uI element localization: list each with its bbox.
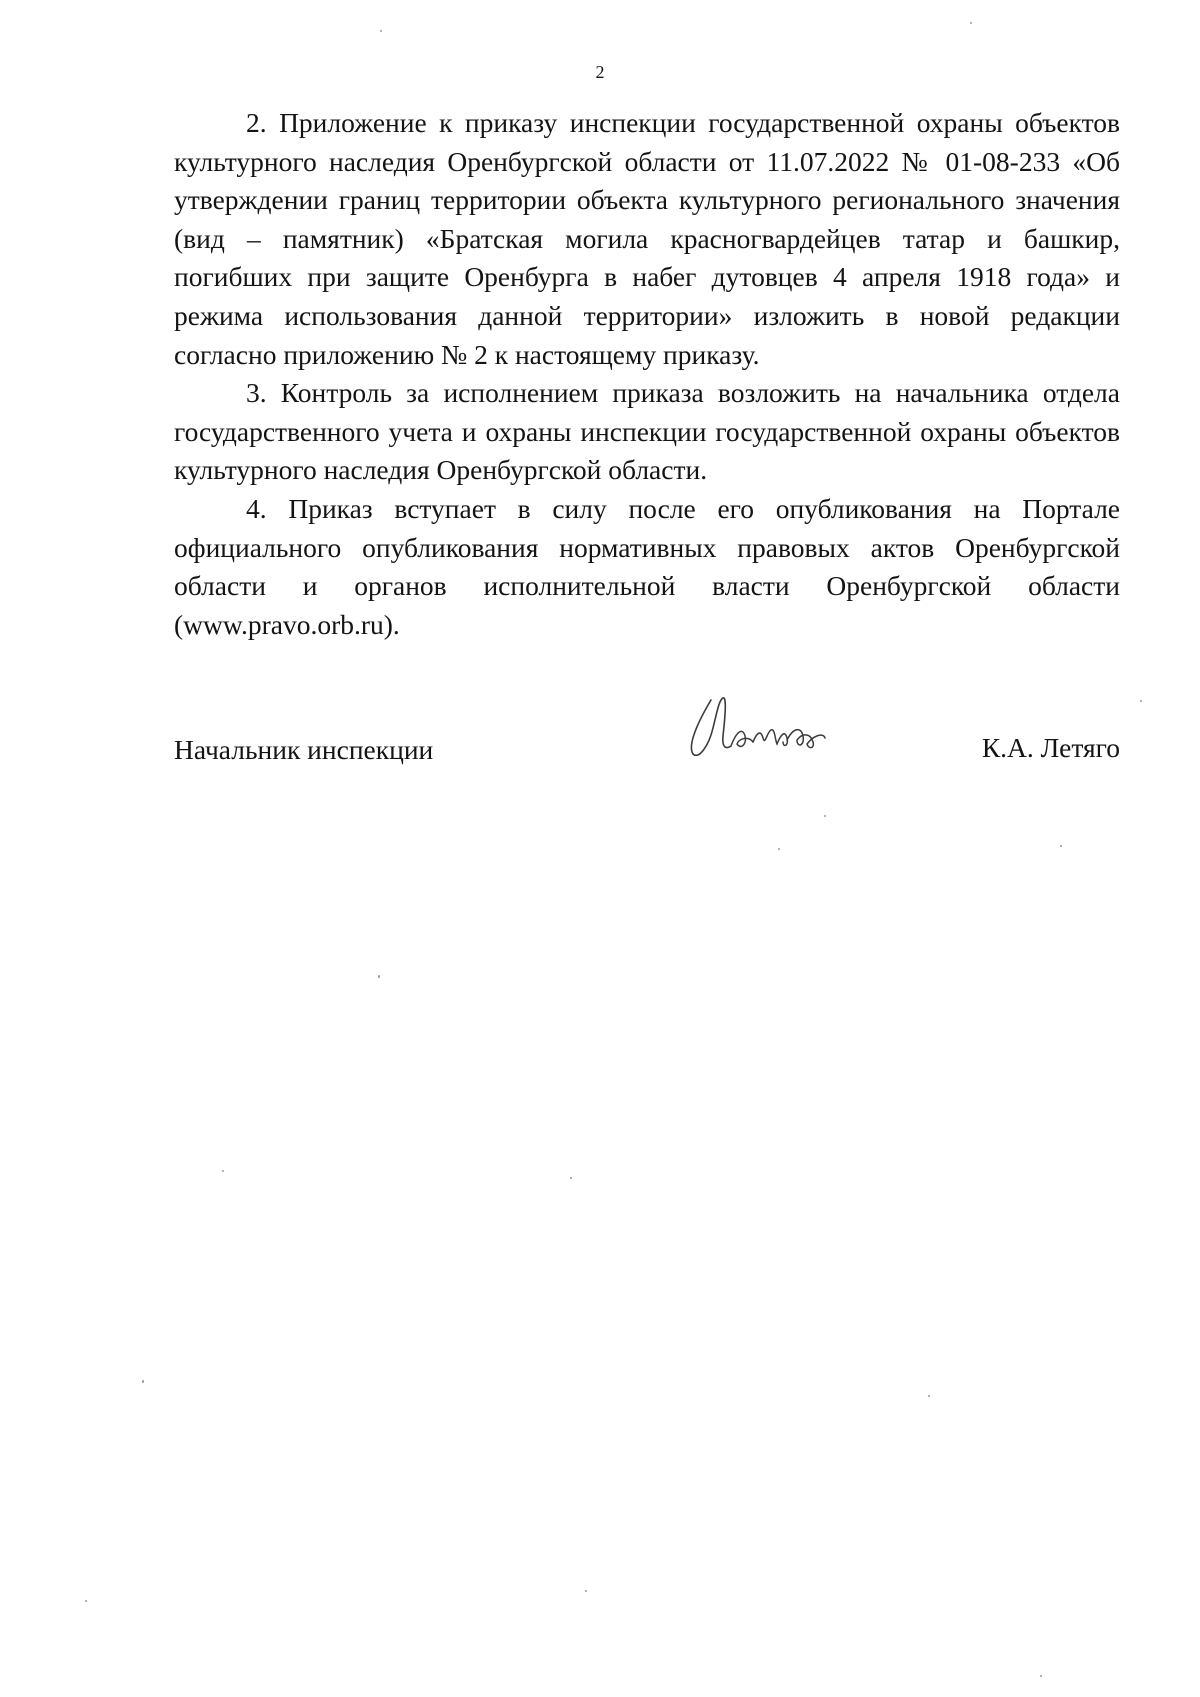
paragraph-3: 3. Контроль за исполнением приказа возложить на начальника отдела государственного учета и охраны инспекции государственной охраны объектов культурного наследия Оренбургской области. — [174, 377, 1120, 486]
handwritten-signature — [679, 690, 849, 770]
scan-speck — [142, 1380, 144, 1383]
paragraph-4: 4. Приказ вступает в силу после его опубликования на Портале официального опубликования нормативных правовых актов Оренбургской области и органов исполнительной власти Оренбургской области (www.pravo.orb.ru). — [174, 492, 1120, 640]
signatory-name: К.А. Летяго — [981, 732, 1120, 763]
scan-speck — [570, 1177, 572, 1179]
document-body — [174, 104, 1120, 644]
scan-speck — [928, 1395, 930, 1397]
scan-speck — [85, 1600, 87, 1602]
scan-speck — [1060, 845, 1062, 847]
scan-speck — [1040, 1675, 1042, 1677]
signatory-position: Начальник инспекции — [174, 734, 434, 765]
scan-speck — [222, 1170, 224, 1172]
scan-speck — [970, 22, 972, 24]
scan-speck — [1140, 700, 1142, 702]
scan-speck — [380, 30, 382, 32]
page-number: 2 — [595, 62, 605, 82]
scan-speck — [378, 975, 380, 978]
scan-speck — [824, 815, 826, 817]
paragraph-2: 2. Приложение к приказу инспекции государственной охраны объектов культурного наследия Оренбургской области от 11.07.2022 № 01-08-233 «Об утверждении границ территории объекта культурного регионального значения (вид – памятник) «Братская могила красногвардейцев татар и башкир, погибших при защите Оренбурга в набег дутовцев 4 апреля 1918 года» и режима использования данной территории» изложить в новой редакции согласно приложению № 2 к настоящему приказу. — [174, 107, 1120, 370]
scan-speck — [585, 1590, 587, 1592]
scan-speck — [778, 848, 780, 850]
